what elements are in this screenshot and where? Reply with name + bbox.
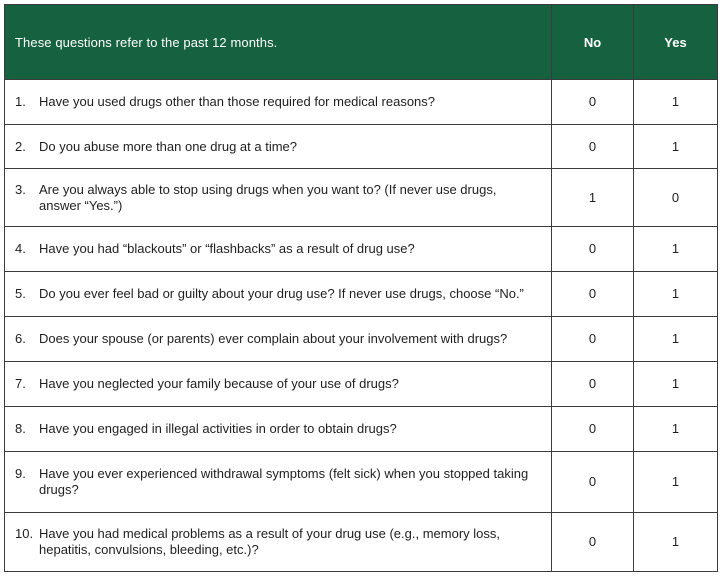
yes-score: 1	[634, 80, 718, 125]
no-score: 1	[552, 169, 634, 227]
question-text: Have you ever experienced withdrawal symptoms (felt sick) when you stopped taking drugs?	[39, 466, 529, 497]
question-text: Have you had medical problems as a result of your drug use (e.g., memory loss, hepatitis, convulsions, bleeding, etc.)?	[39, 526, 500, 557]
question-number: 6.	[15, 331, 26, 346]
question-row-6	[5, 317, 718, 362]
no-score: 0	[552, 452, 634, 513]
no-score: 0	[552, 513, 634, 572]
question-cell	[5, 407, 552, 452]
header-yes-label: Yes	[634, 5, 718, 80]
question-number: 10.	[15, 526, 34, 541]
question-row-10	[5, 513, 718, 572]
question-row-3	[5, 169, 718, 227]
yes-score: 1	[634, 513, 718, 572]
question-row-4	[5, 227, 718, 272]
header-question-label: These questions refer to the past 12 months.	[5, 5, 552, 80]
question-row-5	[5, 272, 718, 317]
yes-score: 1	[634, 362, 718, 407]
yes-score: 1	[634, 407, 718, 452]
no-score: 0	[552, 125, 634, 169]
question-text: Have you used drugs other than those required for medical reasons?	[39, 94, 436, 109]
question-cell	[5, 125, 552, 169]
question-number: 2.	[15, 138, 26, 154]
question-text: Have you engaged in illegal activities in order to obtain drugs?	[39, 421, 397, 436]
question-number: 5.	[15, 286, 26, 301]
header-no-label: No	[552, 5, 634, 80]
yes-score: 1	[634, 452, 718, 513]
no-score: 0	[552, 80, 634, 125]
question-number: 7.	[15, 376, 26, 391]
question-number: 9.	[15, 466, 26, 481]
question-cell	[5, 227, 552, 272]
question-text: Are you always able to stop using drugs when you want to? (If never use drugs, answer “Yes.”)	[39, 181, 497, 213]
yes-score: 1	[634, 317, 718, 362]
no-score: 0	[552, 362, 634, 407]
header-row	[5, 5, 718, 80]
question-text: Do you abuse more than one drug at a time?	[39, 138, 297, 154]
yes-score: 1	[634, 227, 718, 272]
yes-score: 1	[634, 125, 718, 169]
question-number: 3.	[15, 181, 26, 197]
question-text: Have you neglected your family because of your use of drugs?	[39, 376, 399, 391]
yes-score: 1	[634, 272, 718, 317]
question-cell	[5, 513, 552, 572]
question-cell	[5, 80, 552, 125]
yes-score: 0	[634, 169, 718, 227]
no-score: 0	[552, 407, 634, 452]
questionnaire-table	[4, 4, 718, 572]
question-number: 8.	[15, 421, 26, 436]
question-row-8	[5, 407, 718, 452]
no-score: 0	[552, 272, 634, 317]
question-cell	[5, 317, 552, 362]
question-text: Does your spouse (or parents) ever complain about your involvement with drugs?	[39, 331, 508, 346]
question-number: 4.	[15, 241, 26, 256]
question-row-9	[5, 452, 718, 513]
no-score: 0	[552, 317, 634, 362]
questionnaire-container	[4, 4, 717, 572]
question-row-2	[5, 125, 718, 169]
question-cell	[5, 272, 552, 317]
question-text: Have you had “blackouts” or “flashbacks” as a result of drug use?	[39, 241, 415, 256]
question-cell	[5, 362, 552, 407]
question-cell	[5, 169, 552, 227]
question-text: Do you ever feel bad or guilty about your drug use? If never use drugs, choose “No.”	[39, 286, 524, 301]
question-cell	[5, 452, 552, 513]
no-score: 0	[552, 227, 634, 272]
question-number: 1.	[15, 94, 26, 109]
question-row-1	[5, 80, 718, 125]
question-row-7	[5, 362, 718, 407]
